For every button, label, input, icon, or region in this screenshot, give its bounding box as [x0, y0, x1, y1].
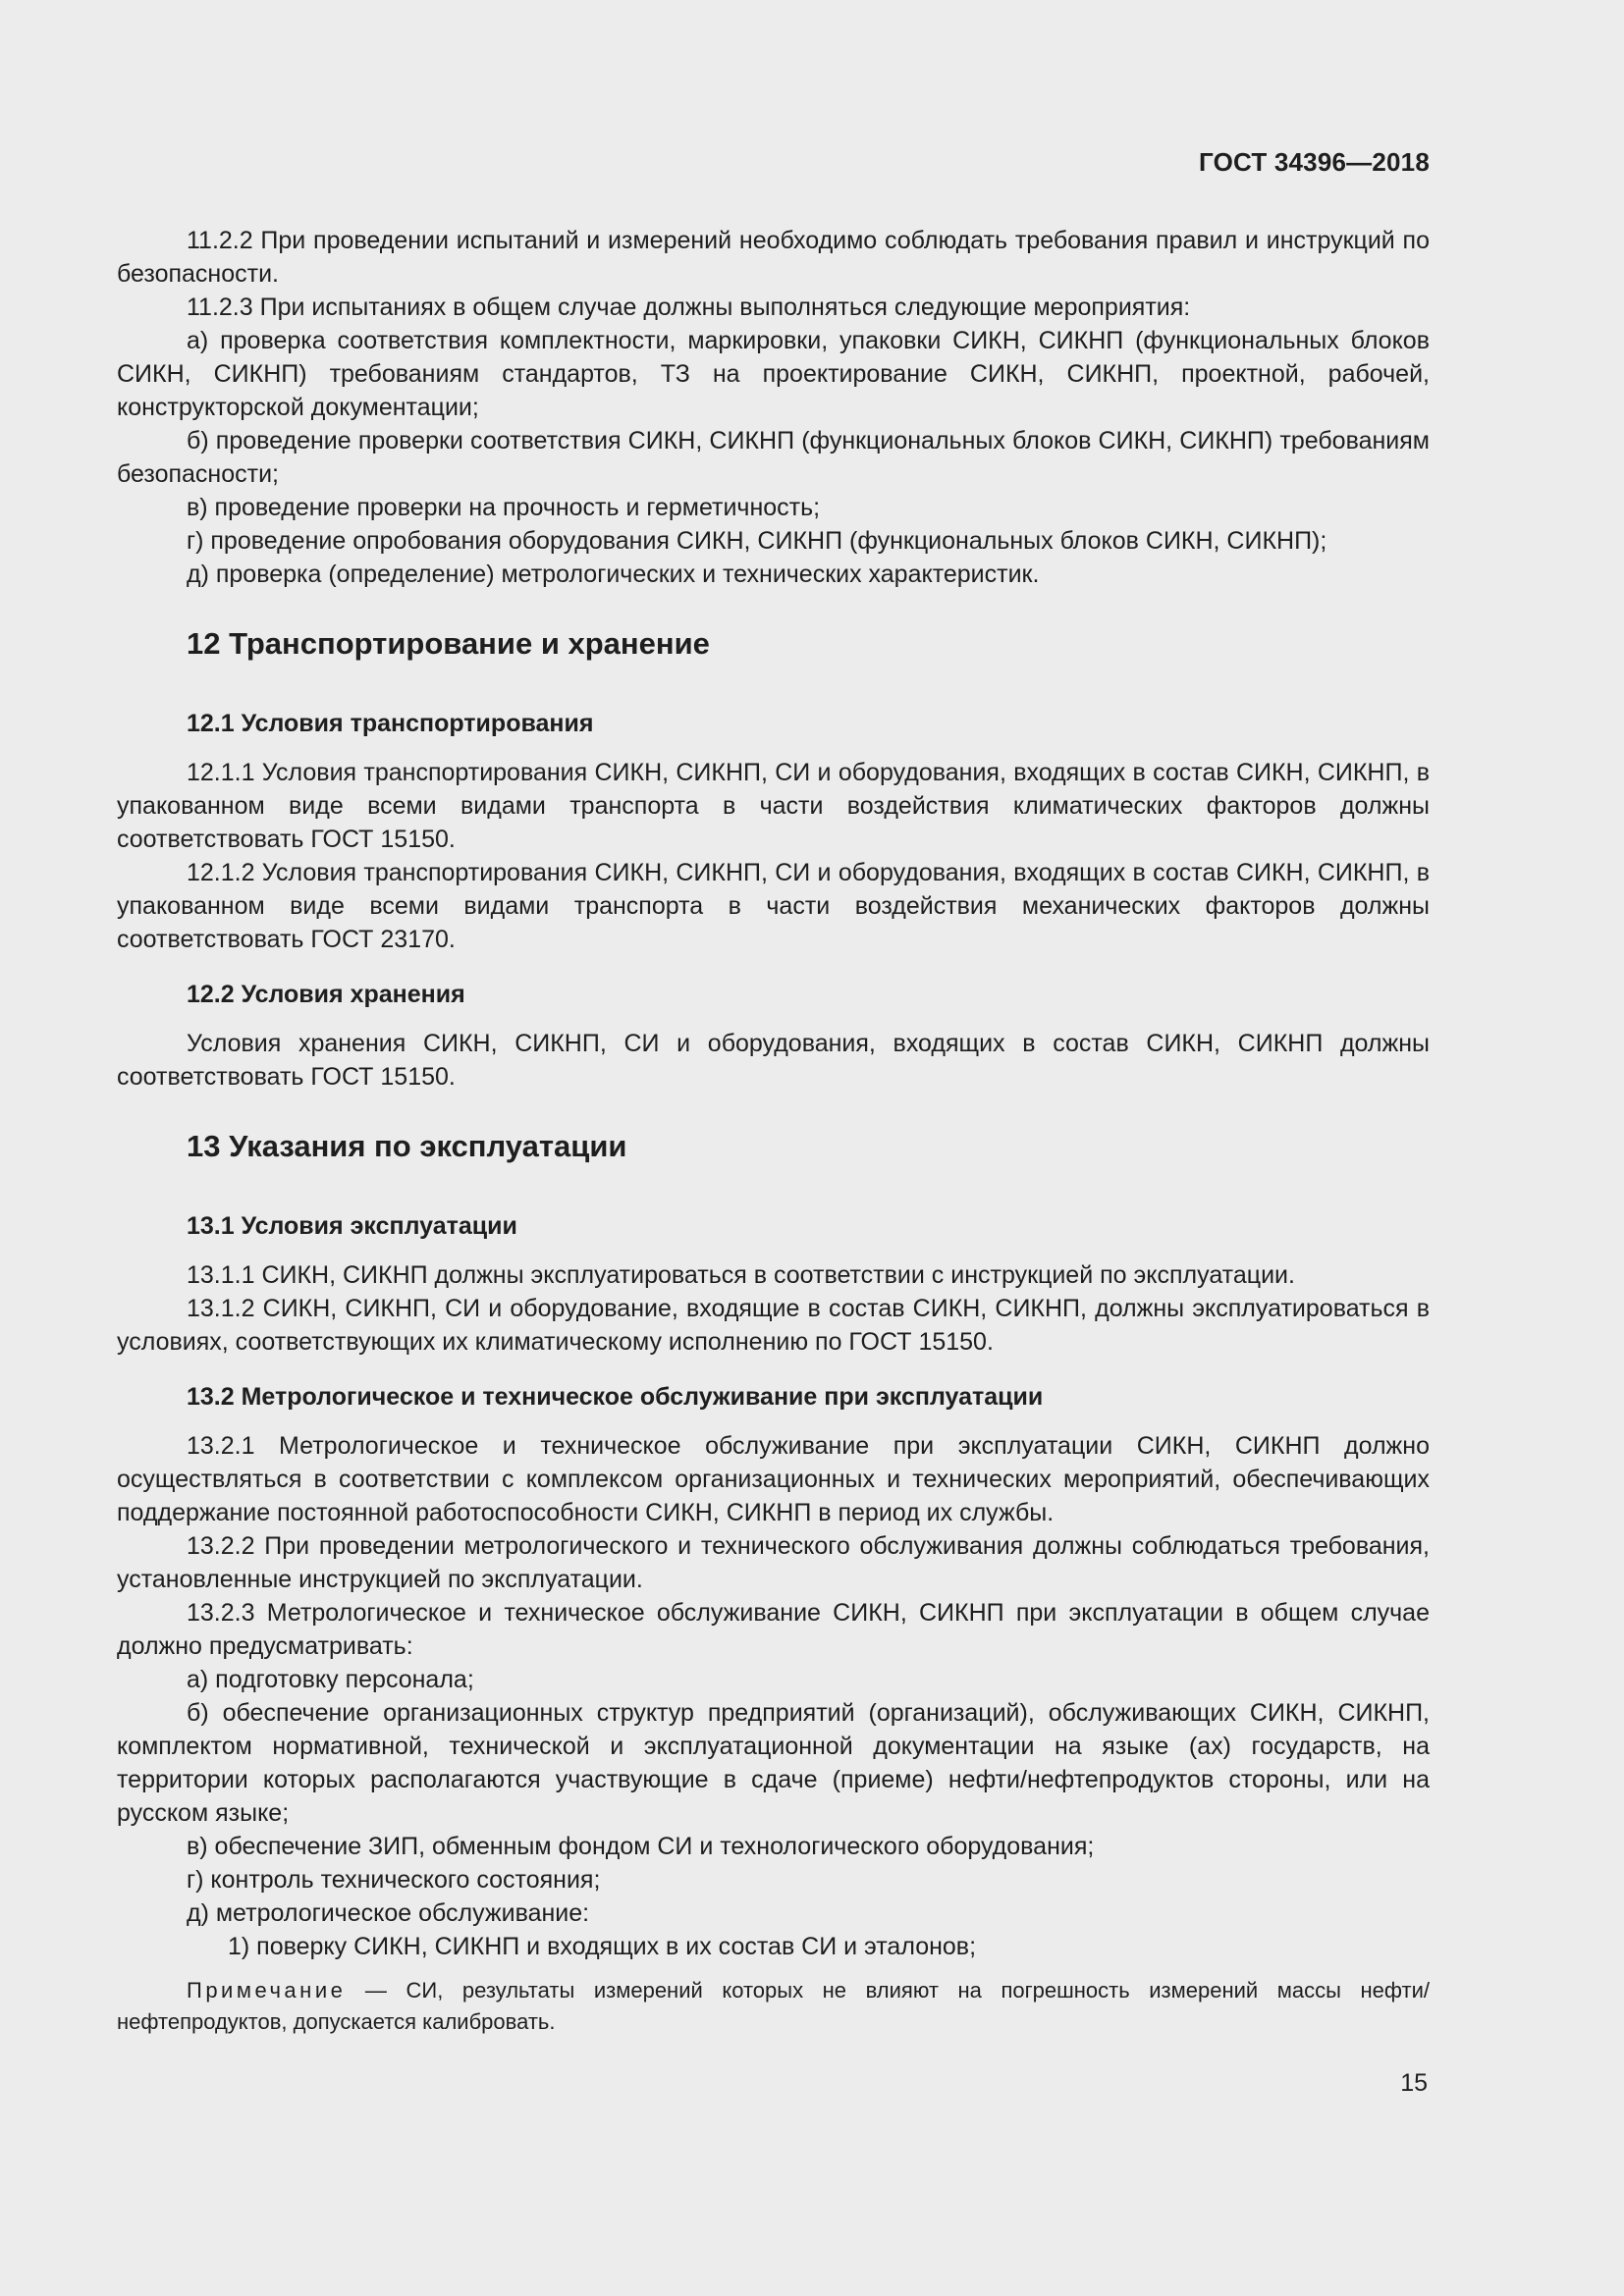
paragraph: Условия хранения СИКН, СИКНП, СИ и оборудования, входящих в состав СИКН, СИКНП должны соответствовать ГОСТ 15150.: [117, 1030, 1430, 1091]
list-item: д) метрологическое обслуживание:: [187, 1899, 590, 1927]
page-content: [117, 224, 1430, 2038]
subsection-heading: 13.1 Условия эксплуатации: [187, 1212, 517, 1240]
list-item: в) обеспечение ЗИП, обменным фондом СИ и технологического оборудования;: [187, 1833, 1095, 1860]
section-heading: 12 Транспортирование и хранение: [187, 626, 710, 661]
note-label: Примечание: [187, 1978, 347, 2002]
paragraph: 13.1.1 СИКН, СИКНП должны эксплуатироваться в соответствии с инструкцией по эксплуатации.: [187, 1261, 1295, 1289]
list-item: б) проведение проверки соответствия СИКН, СИКНП (функциональных блоков СИКН, СИКНП) требованиям безопасности;: [117, 427, 1430, 488]
page-number: 15: [1400, 2069, 1428, 2097]
paragraph: 13.2.2 При проведении метрологического и технического обслуживания должны соблюдаться требования, установленные инструкцией по эксплуатации.: [117, 1532, 1430, 1593]
paragraph: 13.1.2 СИКН, СИКНП, СИ и оборудование, входящие в состав СИКН, СИКНП, должны эксплуатироваться в условиях, соответствующих их климатическому исполнению по ГОСТ 15150.: [117, 1295, 1430, 1356]
paragraph: 11.2.2 При проведении испытаний и измерений необходимо соблюдать требования правил и инструкций по безопасности.: [117, 227, 1430, 288]
paragraph: 12.1.2 Условия транспортирования СИКН, СИКНП, СИ и оборудования, входящих в состав СИКН, СИКНП, в упакованном виде всеми видами транспорта в части воздействия механических факторов должны соответствовать ГОСТ 23170.: [117, 859, 1430, 953]
section-heading: 13 Указания по эксплуатации: [187, 1129, 627, 1163]
document-header: ГОСТ 34396—2018: [1199, 147, 1430, 177]
note: [117, 1975, 1430, 2038]
list-item: г) контроль технического состояния;: [187, 1866, 601, 1894]
paragraph: 12.1.1 Условия транспортирования СИКН, СИКНП, СИ и оборудования, входящих в состав СИКН, СИКНП, в упакованном виде всеми видами транспорта в части воздействия климатических факторов должны соответствовать ГОСТ 15150.: [117, 759, 1430, 853]
subsection-heading: 12.2 Условия хранения: [187, 981, 465, 1008]
paragraph: 13.2.1 Метрологическое и техническое обслуживание при эксплуатации СИКН, СИКНП должно осуществляться в соответствии с комплексом организационных и технических мероприятий, обеспечивающих поддержание постоянной работоспособности СИКН, СИКНП в период их службы.: [117, 1432, 1430, 1526]
list-item: г) проведение опробования оборудования СИКН, СИКНП (функциональных блоков СИКН, СИКНП);: [187, 527, 1327, 555]
paragraph: 13.2.3 Метрологическое и техническое обслуживание СИКН, СИКНП при эксплуатации в общем случае должно предусматривать:: [117, 1599, 1430, 1660]
list-item: в) проведение проверки на прочность и герметичность;: [187, 494, 821, 521]
subsection-heading: 12.1 Условия транспортирования: [187, 710, 594, 737]
list-item: а) проверка соответствия комплектности, маркировки, упаковки СИКН, СИКНП (функциональных блоков СИКН, СИКНП) требованиям стандартов, ТЗ на проектирование СИКН, СИКНП, проектной, рабочей, конструкторской документации;: [117, 327, 1430, 421]
subsection-heading: 13.2 Метрологическое и техническое обслуживание при эксплуатации: [187, 1383, 1044, 1411]
list-item: б) обеспечение организационных структур предприятий (организаций), обслуживающих СИКН, СИКНП, комплектом нормативной, технической и эксплуатационной документации на языке (ах) государств, на территории которых располагаются участвующие в сдаче (приеме) нефти/нефтепродуктов стороны, или на русском языке;: [117, 1699, 1430, 1827]
paragraph: 11.2.3 При испытаниях в общем случае должны выполняться следующие мероприятия:: [187, 294, 1191, 321]
list-item-nested: 1) поверку СИКН, СИКНП и входящих в их состав СИ и эталонов;: [228, 1933, 977, 1960]
list-item: д) проверка (определение) метрологических и технических характеристик.: [187, 561, 1040, 588]
note-text: — СИ, результаты измерений которых не влияют на погрешность измерений массы нефти/нефтепродуктов, допускается калибровать.: [117, 1978, 1430, 2034]
list-item: а) подготовку персонала;: [187, 1666, 474, 1693]
